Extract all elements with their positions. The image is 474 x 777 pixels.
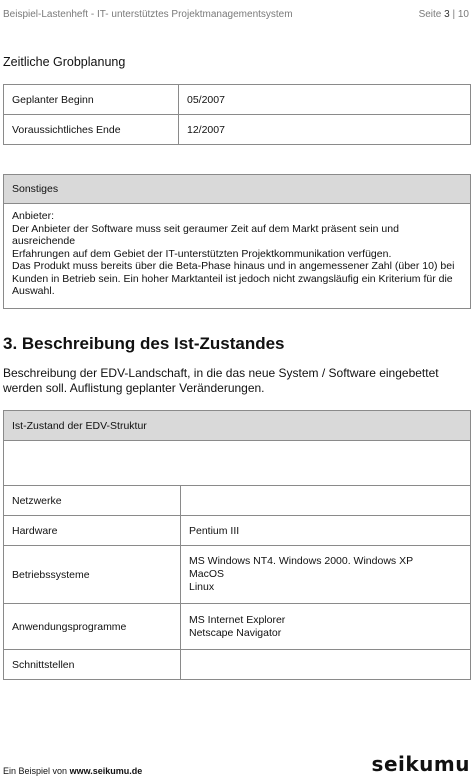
row-label-netzwerke: Netzwerke [4, 486, 181, 516]
row-label-hardware: Hardware [4, 516, 181, 546]
intro-line: Beschreibung der EDV-Landschaft, in die das neue System / Software eingebettet [3, 366, 439, 380]
value-line: MacOS [189, 568, 225, 580]
sonstiges-line: Der Anbieter der Software muss seit geraumer Zeit auf dem Markt präsent sein und ausreichende [12, 222, 399, 247]
sonstiges-line: Kunden in Betrieb sein. Ein hoher Marktanteil ist jedoch nicht zwangsläufig ein Kriterium für die [12, 272, 453, 285]
timeline-heading: Zeitliche Grobplanung [3, 55, 126, 69]
row-label-anwendungsprogramme: Anwendungsprogramme [4, 604, 181, 650]
empty-cell [4, 441, 471, 486]
sonstiges-header: Sonstiges [4, 175, 471, 204]
row-value-schnittstellen [181, 650, 471, 680]
table-header-row [4, 175, 471, 204]
timeline-value: 12/2007 [179, 115, 471, 145]
value-line: MS Internet Explorer [189, 613, 286, 626]
row-value-hardware: Pentium III [181, 516, 471, 546]
value-line: MS Windows NT4. Windows 2000. Windows XP [189, 555, 414, 567]
row-label-betriebssysteme: Betriebssysteme [4, 546, 181, 604]
footer-prefix: Ein Beispiel von [3, 766, 68, 776]
table-row [4, 546, 471, 604]
sonstiges-line: Auswahl. [12, 285, 55, 297]
intro-line: werden soll. Auflistung geplanter Veränderungen. [3, 381, 265, 395]
table-row-empty [4, 441, 471, 486]
value-line: Netscape Navigator [189, 626, 282, 639]
page-label: Seite [418, 9, 442, 20]
table-header-row [4, 411, 471, 441]
footer-link[interactable]: www.seikumu.de [69, 766, 143, 776]
sonstiges-line: Das Produkt muss bereits über die Beta-Phase hinaus und in angemessener Zahl (über 10) bei [12, 260, 455, 272]
section-intro [3, 366, 469, 396]
timeline-table [3, 84, 471, 145]
row-value-betriebssysteme [181, 546, 471, 604]
table-row [4, 604, 471, 650]
row-value-anwendungsprogramme [181, 604, 471, 650]
timeline-value: 05/2007 [179, 85, 471, 115]
row-value-netzwerke [181, 486, 471, 516]
table-row [4, 204, 471, 309]
sonstiges-line: Erfahrungen auf dem Gebiet der IT-unterstützten Projektkommunikation verfügen. [12, 247, 392, 260]
row-label-schnittstellen: Schnittstellen [4, 650, 181, 680]
sonstiges-line: Anbieter: [12, 210, 55, 222]
footer-note [3, 766, 142, 776]
table-row [4, 516, 471, 546]
table-row [4, 115, 471, 145]
value-line: Linux [189, 581, 215, 593]
timeline-label: Voraussichtliches Ende [4, 115, 179, 145]
timeline-label: Geplanter Beginn [4, 85, 179, 115]
table-row [4, 486, 471, 516]
ist-zustand-table [3, 410, 471, 680]
sonstiges-body [4, 204, 471, 309]
seikumu-logo: seikumu [371, 752, 470, 776]
page-indicator [419, 9, 469, 20]
sonstiges-table [3, 174, 471, 309]
page-header [3, 9, 469, 25]
ist-zustand-header: Ist-Zustand der EDV-Struktur [4, 411, 471, 441]
table-row [4, 650, 471, 680]
page-separator: | [452, 9, 456, 20]
page-total: 10 [457, 9, 469, 20]
document-title: Beispiel-Lastenheft - IT- unterstütztes Projektmanagementsystem [3, 9, 293, 20]
table-row [4, 85, 471, 115]
page-current: 3 [444, 9, 450, 20]
section-heading: 3. Beschreibung des Ist-Zustandes [3, 334, 285, 353]
